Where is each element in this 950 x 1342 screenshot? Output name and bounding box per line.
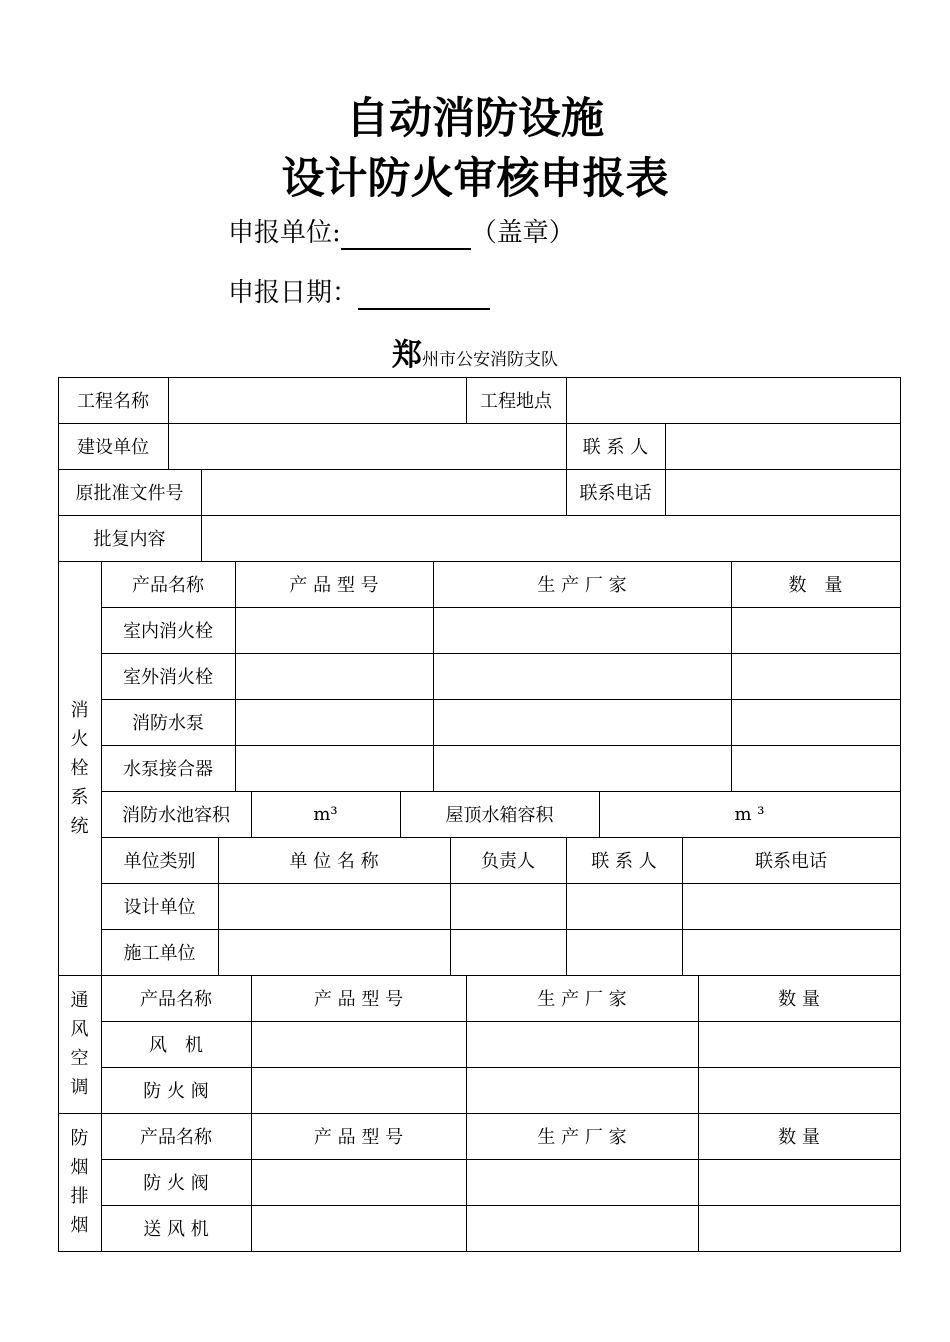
- smoke-section-label: [58, 1113, 101, 1251]
- hydrant-item: 消防水泵: [132, 713, 204, 734]
- hvac-item: 防 火 阀: [143, 1081, 209, 1102]
- date-label: 申报日期：: [228, 278, 359, 308]
- hvac-item: 风 机: [149, 1035, 203, 1056]
- phone-label: 联系电话: [579, 483, 652, 504]
- applicant-label: 申报单位:: [228, 218, 341, 248]
- smoke-section-char: 排: [70, 1186, 89, 1207]
- hydrant-header-product: 产品名称: [132, 575, 204, 596]
- issuer-rest: 州市公安消防支队: [422, 350, 558, 370]
- smoke-header-qty: 数 量: [778, 1127, 820, 1148]
- hydrant-section-label: [58, 561, 101, 975]
- hydrant-section-char: 栓: [70, 757, 89, 779]
- tank-volume-unit[interactable]: m ³: [734, 803, 765, 825]
- applicant-line: [228, 216, 575, 250]
- approval-doc-label: 原批准文件号: [75, 483, 184, 504]
- contact-label: 联 系 人: [582, 437, 649, 458]
- hvac-section-char: 调: [70, 1077, 89, 1098]
- hvac-header-maker: 生 产 厂 家: [537, 989, 627, 1010]
- hydrant-section-char: 火: [70, 728, 89, 750]
- smoke-header-product: 产品名称: [140, 1127, 212, 1148]
- project-location-field[interactable]: [566, 377, 900, 423]
- org-header-category: 单位类别: [123, 851, 196, 872]
- approval-content-field[interactable]: [201, 515, 900, 561]
- form-title-line1: 自动消防设施: [346, 94, 604, 144]
- org-header-contact: 联 系 人: [591, 851, 657, 872]
- org-header-name: 单 位 名 称: [289, 851, 379, 872]
- smoke-header-model: 产 品 型 号: [313, 1127, 404, 1148]
- smoke-header-maker: 生 产 厂 家: [537, 1127, 627, 1148]
- smoke-item: 送 风 机: [143, 1219, 209, 1240]
- org-construction: 施工单位: [123, 943, 196, 964]
- hydrant-section-char: 消: [70, 699, 89, 721]
- hvac-section-char: 空: [70, 1048, 89, 1069]
- hvac-header-product: 产品名称: [140, 989, 212, 1010]
- builder-field[interactable]: [168, 423, 566, 469]
- approval-doc-field[interactable]: [201, 469, 566, 515]
- smoke-item: 防 火 阀: [143, 1173, 209, 1194]
- org-header-leader: 负责人: [481, 851, 535, 872]
- issuer: [0, 330, 950, 374]
- hydrant-section-char: 系: [70, 786, 89, 808]
- seal-note: （盖章）: [470, 218, 575, 248]
- date-blank[interactable]: [358, 280, 490, 310]
- pool-volume-label: 消防水池容积: [122, 805, 230, 826]
- hydrant-header-model: 产 品 型 号: [289, 575, 379, 596]
- hydrant-item: 水泵接合器: [123, 759, 213, 780]
- hvac-section-char: 通: [70, 990, 89, 1011]
- hydrant-section-char: 统: [70, 815, 89, 837]
- applicant-blank[interactable]: [341, 220, 471, 250]
- hvac-section-char: 风: [70, 1019, 89, 1040]
- project-location-label: 工程地点: [480, 391, 552, 412]
- builder-label: 建设单位: [77, 437, 149, 458]
- smoke-section-char: 烟: [70, 1215, 89, 1236]
- org-header-phone: 联系电话: [755, 851, 827, 872]
- phone-field[interactable]: [665, 469, 900, 515]
- hvac-section-label: [58, 975, 101, 1113]
- approval-content-label: 批复内容: [93, 529, 166, 550]
- contact-field[interactable]: [665, 423, 900, 469]
- pool-volume-unit[interactable]: m³: [313, 803, 338, 825]
- hydrant-item: 室内消火栓: [123, 621, 213, 642]
- project-name-label: 工程名称: [77, 391, 149, 412]
- hydrant-header-maker: 生 产 厂 家: [537, 575, 627, 596]
- form-title-line2: 设计防火审核申报表: [281, 154, 669, 204]
- hvac-header-model: 产 品 型 号: [313, 989, 404, 1010]
- smoke-section-char: 烟: [70, 1157, 89, 1178]
- hydrant-header-qty: 数 量: [788, 575, 843, 596]
- hydrant-item: 室外消火栓: [123, 667, 213, 688]
- org-design: 设计单位: [123, 897, 196, 918]
- smoke-section-char: 防: [70, 1128, 89, 1149]
- tank-volume-label: 屋顶水箱容积: [445, 805, 554, 826]
- hvac-header-qty: 数 量: [778, 989, 820, 1010]
- date-line: [228, 276, 490, 310]
- issuer-big-char: 郑: [392, 338, 422, 373]
- project-name-field[interactable]: [168, 377, 466, 423]
